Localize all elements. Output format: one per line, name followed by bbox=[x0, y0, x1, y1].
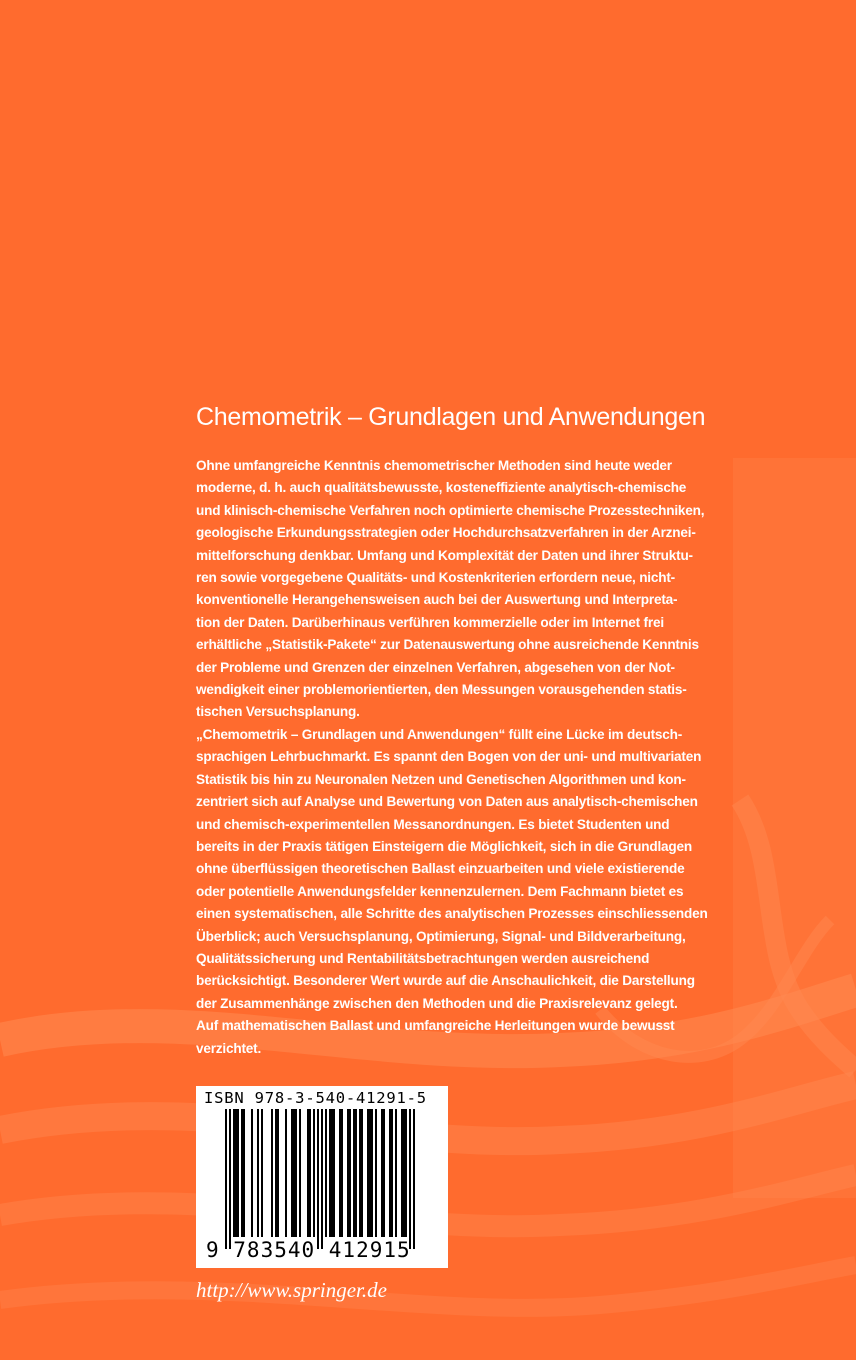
barcode-bar bbox=[321, 1109, 323, 1249]
barcode-bar bbox=[229, 1109, 231, 1249]
barcode-bar bbox=[389, 1109, 391, 1237]
barcode-bar bbox=[295, 1109, 297, 1237]
text-line: tion der Daten. Darüberhinaus verführen kommerzielle oder im Internet frei bbox=[196, 614, 664, 630]
ean-digits: 9 783540 412915 bbox=[206, 1238, 411, 1262]
barcode-bar bbox=[375, 1109, 377, 1237]
text-line: erhältliche „Statistik-Pakete“ zur Datenauswertung ohne ausreichende Kenntnis bbox=[196, 637, 699, 653]
text-line: Auf mathematischen Ballast und umfangreiche Herleitungen wurde bewusst bbox=[196, 1018, 675, 1034]
text-line: „Chemometrik – Grundlagen und Anwendungen“ füllt eine Lücke im deutsch- bbox=[196, 726, 683, 742]
text-line: ren sowie vorgegebene Qualitäts- und Kostenkriterien erfordern neue, nicht- bbox=[196, 570, 676, 586]
barcode-bar bbox=[341, 1109, 343, 1237]
text-line: Qualitätssicherung und Rentabilitätsbetrachtungen werden ausreichend bbox=[196, 950, 650, 966]
barcode-bar bbox=[391, 1109, 393, 1237]
barcode-bar bbox=[409, 1109, 411, 1249]
barcode-bar bbox=[261, 1109, 263, 1237]
barcode-bar bbox=[401, 1109, 403, 1237]
text-line: der Probleme und Grenzen der einzelnen Verfahren, abgesehen von der Not- bbox=[196, 659, 675, 675]
text-line: Ohne umfangreiche Kenntnis chemometrischer Methoden sind heute weder bbox=[196, 458, 672, 473]
barcode-bar bbox=[233, 1109, 235, 1237]
barcode-bar bbox=[277, 1109, 279, 1237]
text-line: und chemisch-experimentellen Messanordnungen. Es bietet Studenten und bbox=[196, 816, 670, 832]
text-line: tischen Versuchsplanung. bbox=[196, 704, 360, 720]
barcode-bar bbox=[293, 1109, 295, 1237]
barcode-bar bbox=[405, 1109, 407, 1237]
barcode-bar bbox=[413, 1109, 415, 1249]
barcode-bar bbox=[241, 1109, 243, 1237]
isbn-label: ISBN 978-3-540-41291-5 bbox=[204, 1089, 427, 1107]
barcode-bar bbox=[243, 1109, 245, 1237]
text-line: sprachigen Lehrbuchmarkt. Es spannt den Bogen von der uni- und multivariaten bbox=[196, 749, 702, 765]
barcode-bar bbox=[333, 1109, 335, 1237]
book-title: Chemometrik – Grundlagen und Anwendungen bbox=[196, 403, 706, 431]
text-line: ohne überflüssigen theoretischen Ballast einzuarbeiten und viele existierende bbox=[196, 861, 685, 877]
barcode-bar bbox=[361, 1109, 363, 1237]
barcode-bar bbox=[369, 1109, 371, 1237]
barcode-bar bbox=[329, 1109, 331, 1237]
barcode-bar bbox=[347, 1109, 349, 1237]
text-line: verzichtet. bbox=[196, 1040, 262, 1056]
barcode-bar bbox=[291, 1109, 293, 1237]
barcode-bar bbox=[371, 1109, 373, 1237]
text-line: bereits in der Praxis tätigen Einsteigern die Möglichkeit, sich in die Grundlagen bbox=[196, 838, 692, 854]
barcode-bar bbox=[271, 1109, 273, 1237]
description bbox=[196, 455, 716, 1060]
text-line: wendigkeit einer problemorientierten, den Messungen vorausgehenden statis- bbox=[196, 682, 687, 698]
text-line: und klinisch-chemische Verfahren noch optimierte chemische Prozesstechniken, bbox=[196, 502, 705, 518]
text-line: Überblick; auch Versuchsplanung, Optimierung, Signal- und Bildverarbeitung, bbox=[196, 928, 686, 944]
text-line: Statistik bis hin zu Neuronalen Netzen und Genetischen Algorithmen und kon- bbox=[196, 771, 686, 787]
text-line: mittelforschung denkbar. Umfang und Komplexität der Daten und ihrer Struktu- bbox=[196, 547, 693, 563]
text-line: zentriert sich auf Analyse und Bewertung von Daten aus analytisch-chemischen bbox=[196, 794, 698, 810]
barcode-bar bbox=[403, 1109, 405, 1237]
text-line: konventionelle Herangehensweisen auch bei der Auswertung und Interpreta- bbox=[196, 592, 678, 608]
text-line: berücksichtigt. Besonderer Wert wurde auf die Anschaulichkeit, die Darstellung bbox=[196, 973, 695, 989]
barcode-bar bbox=[313, 1109, 315, 1237]
barcode-bar bbox=[299, 1109, 301, 1237]
barcode-bar bbox=[359, 1109, 361, 1237]
barcode-bar bbox=[381, 1109, 383, 1237]
barcode-bar bbox=[353, 1109, 355, 1237]
text-line: moderne, d. h. auch qualitätsbewusste, kosteneffiziente analytisch-chemische bbox=[196, 480, 687, 496]
barcode-bar bbox=[325, 1109, 327, 1237]
text-line: oder potentielle Anwendungsfelder kennenzulernen. Dem Fachmann bietet es bbox=[196, 883, 684, 899]
barcode-bar bbox=[395, 1109, 397, 1237]
barcode-bar bbox=[307, 1109, 309, 1237]
text-line: der Zusammenhänge zwischen den Methoden und die Praxisrelevanz gelegt. bbox=[196, 995, 678, 1011]
barcode-bar bbox=[275, 1109, 277, 1237]
barcode-bar bbox=[383, 1109, 385, 1237]
barcode-bar bbox=[331, 1109, 333, 1237]
barcode-bar bbox=[339, 1109, 341, 1237]
text-line: einen systematischen, alle Schritte des analytischen Prozesses einschliessenden bbox=[196, 906, 708, 922]
barcode-bar bbox=[317, 1109, 319, 1249]
barcode-bar bbox=[367, 1109, 369, 1237]
barcode-bar bbox=[309, 1109, 311, 1237]
barcode-bar bbox=[257, 1109, 259, 1237]
isbn-barcode bbox=[196, 1086, 448, 1268]
barcode-bar bbox=[349, 1109, 351, 1237]
barcode-bar bbox=[285, 1109, 287, 1237]
barcode-bar bbox=[251, 1109, 253, 1237]
barcode-bar bbox=[235, 1109, 237, 1237]
barcode-bar bbox=[355, 1109, 357, 1237]
publisher-url[interactable]: http://www.springer.de bbox=[196, 1278, 387, 1302]
barcode-bars bbox=[225, 1109, 415, 1249]
barcode-bar bbox=[237, 1109, 239, 1237]
barcode-bar bbox=[225, 1109, 227, 1249]
text-line: geologische Erkundungsstrategien oder Hochdurchsatzverfahren in der Arznei- bbox=[196, 525, 696, 541]
